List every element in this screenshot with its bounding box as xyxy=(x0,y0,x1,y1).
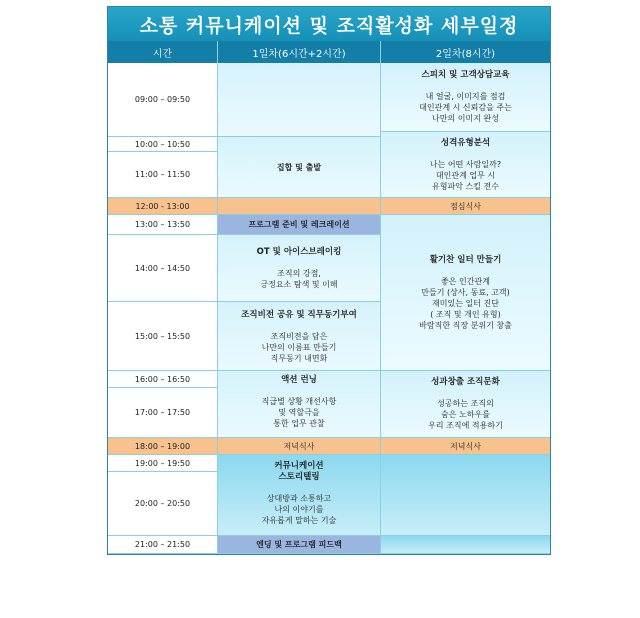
schedule-table xyxy=(107,6,551,555)
time-slot: 17:00 – 17:50 xyxy=(108,388,218,438)
time-slot: 18:00 – 19:00 xyxy=(108,438,218,455)
session-desc: 직급별 상황 개선사항 및 역할극을 통한 업무 관찰 xyxy=(261,397,337,428)
day1-ot-session xyxy=(218,235,381,302)
day1-program-prep: 프로그램 준비 및 레크레이션 xyxy=(218,215,381,235)
time-slot: 11:00 – 11:50 xyxy=(108,152,218,198)
session-desc: 내 얼굴, 이미지를 점검 대인관계 시 신뢰감을 주는 나만의 이미지 완성 xyxy=(419,92,512,123)
time-slot: 09:00 – 09:50 xyxy=(108,63,218,137)
day1-vision-session xyxy=(218,302,381,371)
session-title: 활기찬 일터 만들기 xyxy=(429,254,502,265)
session-desc: 성공하는 조직의 숨은 노하우를 우리 조직에 적용하기 xyxy=(428,399,503,430)
day1-lunch xyxy=(218,198,381,215)
day2-late-empty xyxy=(381,536,550,554)
day2-performance-session xyxy=(381,371,550,438)
session-desc: 나는 어떤 사람일까? 대인관계 업무 시 유형파악 스킬 전수 xyxy=(429,159,502,191)
session-title: OT 및 아이스브레이킹 xyxy=(256,246,342,257)
session-desc: 좋은 인간관계 만들기 (상사, 동료, 고객) 재미있는 일터 진단 ( 조직 및 개인 유형) 바람직한 직장 분위기 창출 xyxy=(419,276,512,330)
day1-empty-morning xyxy=(218,63,381,137)
header-day1: 1일차(6시간+2시간) xyxy=(218,41,381,63)
time-slot: 15:00 – 15:50 xyxy=(108,302,218,371)
day1-gathering: 집합 및 출발 xyxy=(218,137,381,198)
session-title: 커뮤니케이션 스토리텔링 xyxy=(274,461,324,482)
session-desc: 상대방과 소통하고 나의 이야기를 자유롭게 말하는 기술 xyxy=(261,494,337,525)
time-slot: 19:00 – 19:50 xyxy=(108,455,218,472)
session-title: 스피치 및 고객상담교육 xyxy=(421,70,510,80)
time-slot: 12:00 - 13:00 xyxy=(108,198,218,215)
session-title: 액션 런닝 xyxy=(281,375,317,385)
session-title: 성과창출 조직문화 xyxy=(431,377,500,387)
day1-dinner: 저녁식사 xyxy=(218,438,381,455)
page-title: 소통 커뮤니케이션 및 조직활성화 세부일정 xyxy=(108,7,550,41)
day1-action-session xyxy=(218,371,381,438)
day2-workplace-session xyxy=(381,215,550,371)
day2-dinner: 저녁식사 xyxy=(381,438,550,455)
header-day2: 2일차(8시간) xyxy=(381,41,550,63)
time-slot: 10:00 – 10:50 xyxy=(108,137,218,152)
day2-personality-session xyxy=(381,132,550,198)
session-title: 성격유형분석 xyxy=(440,137,491,148)
time-slot: 13:00 – 13:50 xyxy=(108,215,218,235)
time-slot: 16:00 – 16:50 xyxy=(108,371,218,388)
time-slot: 20:00 – 20:50 xyxy=(108,472,218,536)
day2-evening-empty xyxy=(381,455,550,536)
header-time: 시간 xyxy=(108,41,218,63)
time-slot: 21:00 – 21:50 xyxy=(108,536,218,554)
time-slot: 14:00 – 14:50 xyxy=(108,235,218,302)
day1-ending: 엔딩 및 프로그램 피드백 xyxy=(218,536,381,554)
day2-lunch: 점심식사 xyxy=(381,198,550,215)
session-title: 조직비전 공유 및 직무동기부여 xyxy=(241,310,357,320)
day2-speech-session xyxy=(381,63,550,132)
session-desc: 조직의 강점, 긍정요소 탐색 및 이해 xyxy=(260,268,338,289)
day1-storytelling-session xyxy=(218,455,381,536)
session-desc: 조직비전을 담은 나만의 이름표 만들기 직무동기 내면화 xyxy=(261,332,337,363)
